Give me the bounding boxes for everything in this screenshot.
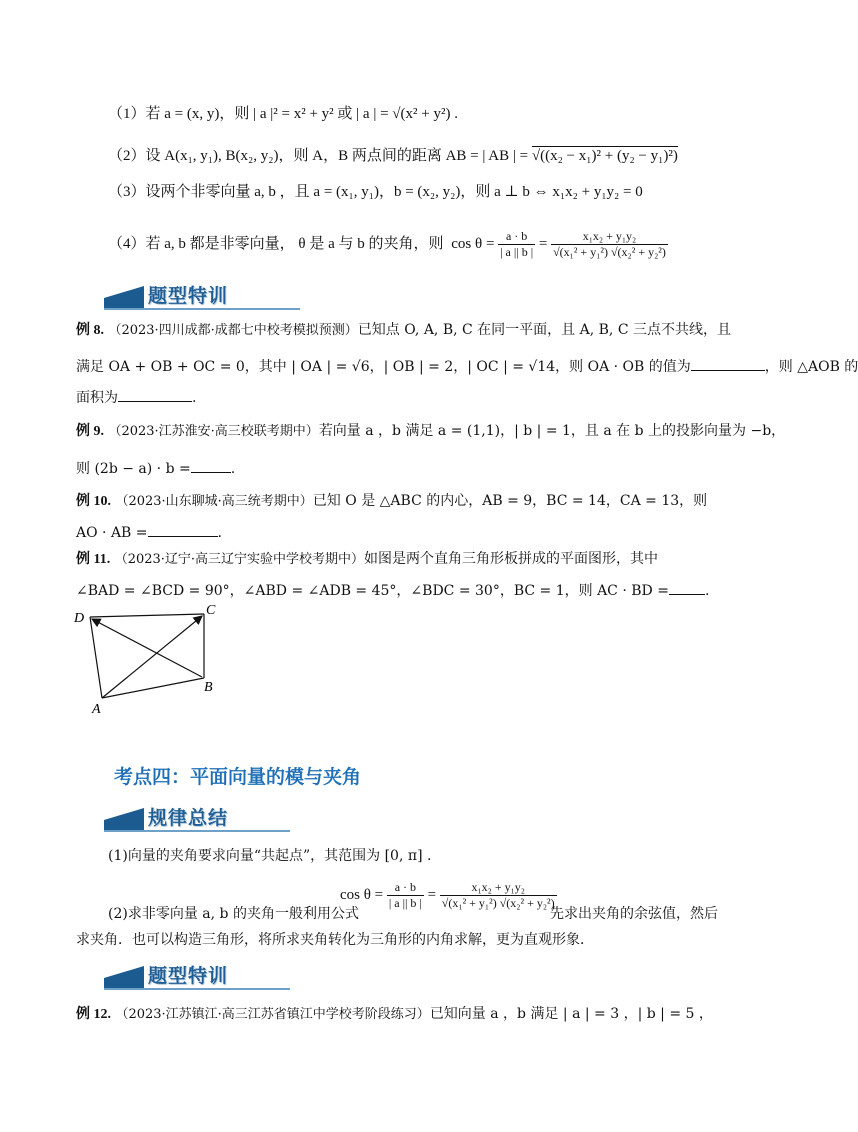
banner-training-2 [104, 960, 290, 990]
example-8-end: . [192, 390, 197, 406]
vector-bd [92, 619, 202, 677]
example-10-question: AO · AB = [76, 525, 148, 541]
example-11-source: （2023·辽宁·高三辽宁实验中学校考期中） [114, 552, 365, 567]
formula-4-eq: = [538, 235, 548, 252]
banner-arrow-icon [104, 966, 144, 990]
formula-3: （3）设两个非零向量 a, b ，且 a = (x₁, y₁)，b = (x₂, y₂)，则 a ⊥ b ⇔ x₁x₂ + y₁y₂ = 0 [108, 184, 643, 200]
example-9-text: 若向量 a ，b 满足 a = (1,1)，| b | = 1，且 a 在 b 上的投影向量为 −b， [318, 423, 786, 439]
summary-point-3: 求夹角．也可以构造三角形，将所求夹角转化为三角形的内角求解，更为直观形象． [76, 932, 594, 948]
answer-blank [148, 522, 218, 537]
summary-formula [340, 880, 557, 911]
summary-point-2-prefix: (2)求非零向量 a, b 的夹角一般利用公式 [108, 906, 359, 922]
summary-point-2-suffix: 先求出夹角的余弦值，然后 [550, 906, 718, 922]
example-8-condition: 满足 OA + OB + OC = 0，其中 | OA | = √6，| OB | = 2，| OC | = √14，则 OA · OB 的值为 [76, 359, 691, 375]
example-12-source: （2023·江苏镇江·高三江苏省镇江中学校考阶段练习） [115, 1007, 430, 1022]
banner-title: 题型特训 [148, 965, 229, 987]
banner-title: 题型特训 [148, 285, 229, 307]
example-8-condition-end: ，则 △AOB 的 [764, 359, 858, 375]
banner-underline [104, 308, 300, 310]
summary-point-1: (1)向量的夹角要求向量“共起点”，其范围为 [0, π] . [108, 848, 432, 864]
vector-ac [102, 616, 202, 698]
formula-4-text: （4）若 a, b 都是非零向量， θ 是 a 与 b 的夹角，则 [108, 235, 444, 252]
formula-2-text: （2）设 A(x₁, y₁), B(x₂, y₂)，则 A，B 两点间的距离 AB = | AB | = [108, 148, 529, 164]
example-8-text: 已知点 O, A, B, C 在同一平面，且 A, B, C 三点不共线，且 [357, 322, 731, 338]
formula-2-root: √((x₂ − x₁)² + (y₂ − y₁)²) [531, 148, 678, 164]
example-9-label: 例 9. [76, 424, 104, 439]
example-9-source: （2023·江苏淮安·高三校联考期中） [108, 424, 319, 439]
formula-4-frac1-num: a · b [498, 229, 535, 245]
point-c-label: C [206, 603, 216, 618]
quadrilateral-figure [72, 600, 232, 720]
example-10-end: . [217, 525, 222, 541]
example-11-label: 例 11. [76, 552, 111, 567]
answer-blank [669, 580, 705, 595]
point-a-label: A [92, 702, 101, 717]
example-10-line-1 [76, 491, 707, 512]
summary-fraction-2 [440, 880, 557, 911]
summary-frac2-den: √(x₁² + y₁²) √(x₂² + y₂²) [441, 896, 555, 910]
example-11-end: . [704, 583, 710, 599]
banner-arrow-icon [104, 286, 144, 310]
example-10-line-2 [76, 522, 222, 543]
example-9-line-2 [76, 458, 235, 479]
formula-4 [108, 229, 668, 260]
edge-dc [90, 614, 204, 617]
example-11-text: 如图是两个直角三角形板拼成的平面图形，其中 [364, 551, 659, 567]
example-12-line-1 [76, 1004, 713, 1025]
example-10-text: 已知 O 是 △ABC 的内心，AB = 9，BC = 14，CA = 13，则 [312, 493, 708, 509]
example-8-area-text: 面积为 [76, 390, 118, 406]
example-8-source: （2023·四川成都·成都七中校考模拟预测） [108, 323, 358, 338]
example-8-label: 例 8. [76, 323, 104, 338]
example-12-text: 已知向量 a ，b 满足 | a | = 3 ，| b | = 5 ， [429, 1006, 713, 1022]
point-b-label: B [204, 680, 213, 695]
banner-summary [104, 802, 290, 832]
formula-1: （1）若 a = (x, y)，则 | a |² = x² + y² 或 | a | = √(x² + y²) . [108, 106, 458, 122]
example-11-line-2 [76, 580, 709, 601]
section-title: 考点四：平面向量的模与夹角 [114, 766, 362, 788]
answer-blank [691, 356, 765, 371]
formula-2 [108, 146, 678, 166]
example-11-condition: ∠BAD = ∠BCD = 90°，∠ABD = ∠ADB = 45°，∠BDC = 30°，BC = 1，则 AC · BD = [76, 583, 669, 599]
summary-fraction-1 [387, 880, 424, 911]
formula-4-frac1-den: | a || b | [500, 245, 534, 259]
example-12-label: 例 12. [76, 1007, 111, 1022]
summary-frac1-den: | a || b | [388, 896, 422, 910]
example-8-line-3 [76, 387, 196, 408]
banner-arrow-icon [104, 808, 144, 832]
formula-4-lhs: cos θ = [451, 235, 495, 252]
banner-title: 规律总结 [148, 807, 229, 829]
answer-blank [191, 458, 231, 473]
example-10-label: 例 10. [76, 494, 111, 509]
formula-4-fraction-2 [551, 229, 668, 260]
summary-frac2-num: x₁x₂ + y₁y₂ [440, 880, 557, 896]
example-8-line-2 [76, 356, 858, 377]
example-9-line-1 [76, 421, 785, 442]
formula-4-frac2-num: x₁x₂ + y₁y₂ [551, 229, 668, 245]
example-9-question: 则 (2b − a) · b = [76, 461, 191, 477]
example-8-line-1 [76, 320, 731, 341]
example-9-end: . [230, 461, 236, 477]
banner-underline [104, 988, 290, 990]
formula-4-fraction-1 [498, 229, 535, 260]
edge-ad [90, 617, 102, 698]
example-11-line-1 [76, 549, 658, 570]
point-d-label: D [74, 611, 85, 626]
example-10-source: （2023·山东聊城·高三统考期中） [115, 494, 313, 509]
summary-formula-lhs: cos θ = [340, 886, 384, 903]
answer-blank [118, 387, 192, 402]
banner-underline [104, 830, 290, 832]
summary-frac1-num: a · b [387, 880, 424, 896]
banner-training-1 [104, 280, 300, 310]
summary-formula-eq: = [427, 886, 437, 903]
edge-ba [102, 678, 204, 698]
formula-4-frac2-den: √(x₁² + y₁²) √(x₂² + y₂²) [553, 245, 666, 259]
